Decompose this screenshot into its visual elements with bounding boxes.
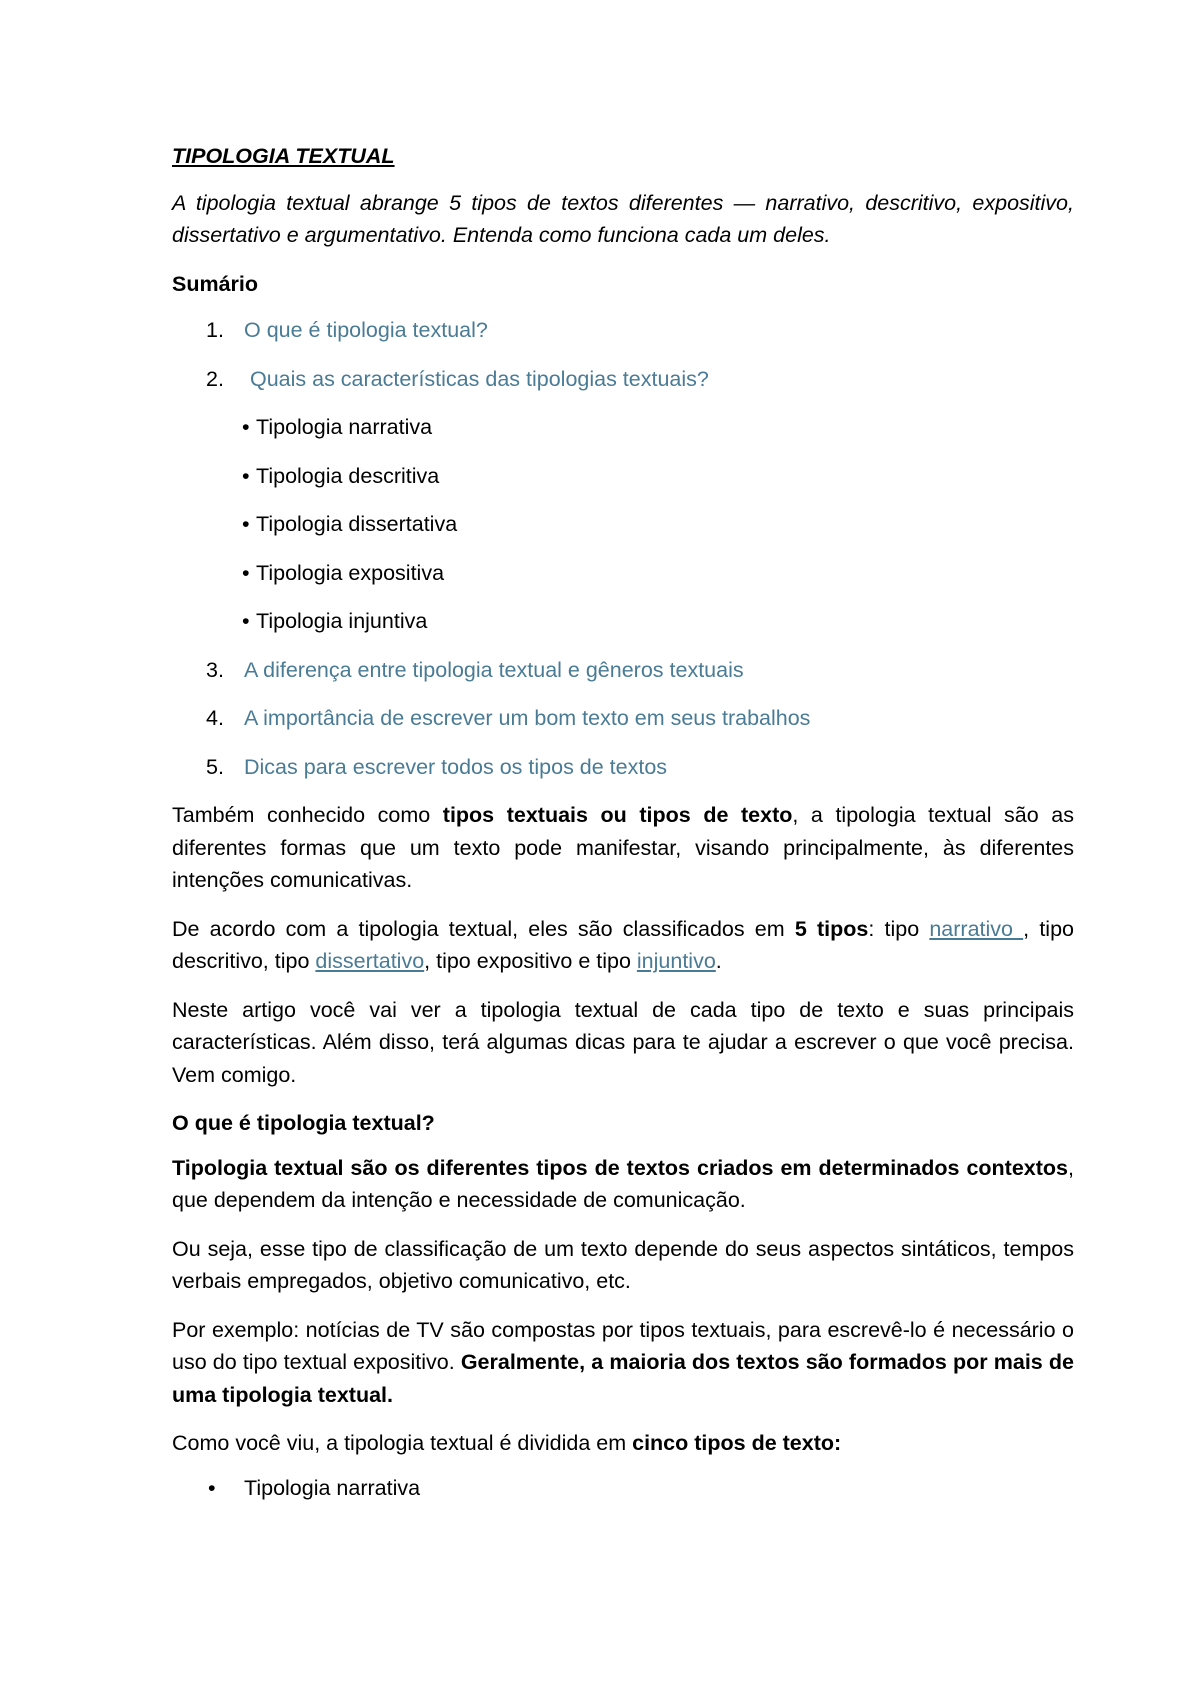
toc-subitem: • Tipologia injuntiva [172,605,1074,638]
toc-link[interactable]: A diferença entre tipologia textual e gêneros textuais [244,657,744,682]
paragraph-exemplo: Por exemplo: notícias de TV são compostas por tipos textuais, para escrevê-lo é necessário o uso do tipo textual expositivo. Geralmente, a maioria dos textos são formados por mais de uma tipologia textual. [172,1317,1074,1407]
bullet-icon: • [242,415,250,439]
paragraph-artigo: Neste artigo você vai ver a tipologia textual de cada tipo de texto e suas principais características. Além disso, terá algumas dicas para te ajudar a escrever o que você precisa. Vem comigo. [172,997,1074,1087]
list-item: • Tipologia narrativa [172,1472,1074,1505]
paragraph-classificacao: De acordo com a tipologia textual, eles são classificados em 5 tipos: tipo narrativo , tipo descritivo, tipo dissertativo, tipo expositivo e tipo injuntivo. [172,916,1074,973]
toc-number: 1. [206,318,224,342]
toc-subitem: • Tipologia descritiva [172,460,1074,493]
toc-number: 5. [206,754,224,779]
document-title: TIPOLOGIA TEXTUAL [172,144,395,168]
paragraph-tipos-textuais: Também conhecido como tipos textuais ou tipos de texto, a tipologia textual são as diferentes formas que um texto pode manifestar, visando principalmente, às diferentes intenções comunicativas. [172,803,1075,892]
table-of-contents [172,314,1074,783]
link-narrativo[interactable]: narrativo [929,916,1024,941]
toc-item[interactable] [172,314,1074,347]
toc-sublist [172,411,1074,638]
toc-subitem: • Tipologia expositiva [172,557,1074,590]
toc-number: 2. [206,366,224,391]
toc-subitem: • Tipologia narrativa [172,411,1074,444]
toc-item[interactable] [172,702,1074,735]
bullet-icon: • [242,560,250,585]
section-heading-o-que-e: O que é tipologia textual? [172,1111,435,1135]
toc-item[interactable] [172,751,1074,784]
paragraph-cinco-tipos: Como você viu, a tipologia textual é dividida em cinco tipos de texto: [172,1431,842,1455]
toc-link[interactable]: O que é tipologia textual? [244,318,488,342]
intro-paragraph: A tipologia textual abrange 5 tipos de textos diferentes — narrativo, descritivo, expositivo, dissertativo e argumentativo. Entenda como funciona cada um deles. [172,190,1074,247]
paragraph-ou-seja: Ou seja, esse tipo de classificação de um texto depende do seus aspectos sintáticos, tempos verbais empregados, objetivo comunicativo, etc. [172,1236,1074,1293]
toc-item[interactable] [172,363,1074,638]
bullet-icon: • [242,512,250,536]
link-dissertativo[interactable]: dissertativo [315,949,425,973]
toc-link[interactable]: Quais as características das tipologias textuais? [244,366,709,391]
bullet-list [172,1472,1074,1505]
bullet-icon: • [242,609,250,633]
sumario-heading: Sumário [172,271,259,296]
toc-subitem: • Tipologia dissertativa [172,508,1074,541]
toc-link[interactable]: A importância de escrever um bom texto em seus trabalhos [244,706,811,730]
link-injuntivo[interactable]: injuntivo [636,949,716,973]
toc-number: 4. [206,706,224,730]
bullet-icon: • [208,1475,216,1500]
toc-number: 3. [206,657,224,682]
paragraph-definicao: Tipologia textual são os diferentes tipos de textos criados em determinados contextos, que dependem da intenção e necessidade de comunicação. [172,1155,1074,1212]
toc-link[interactable]: Dicas para escrever todos os tipos de textos [244,754,668,779]
toc-item[interactable] [172,654,1074,687]
bullet-icon: • [242,463,250,488]
document-body [172,140,1074,1504]
